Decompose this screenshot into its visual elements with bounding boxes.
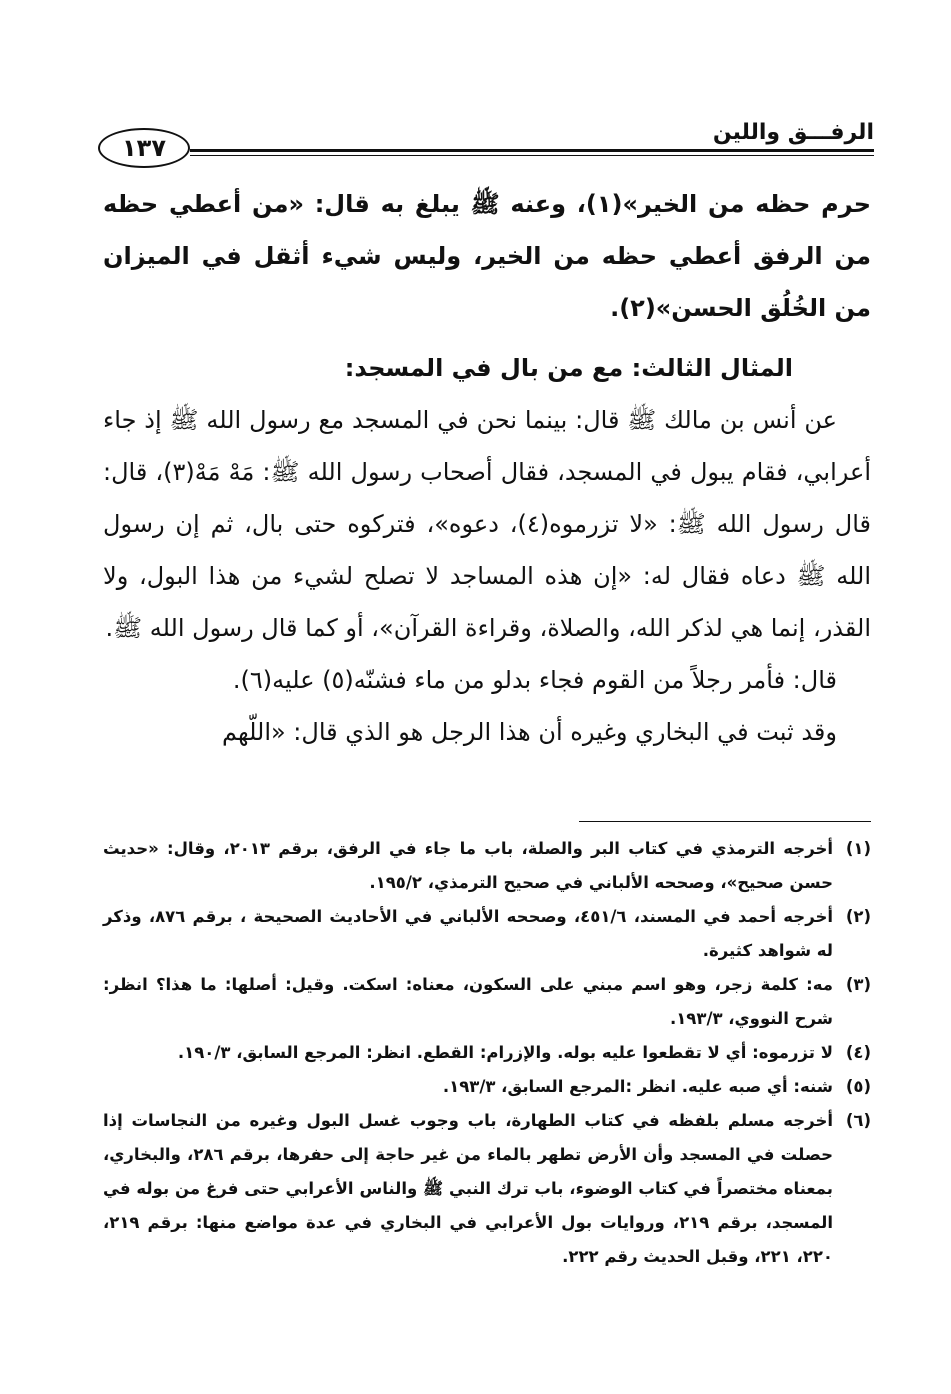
header-rule-thin	[190, 155, 874, 156]
page-number: ١٣٧	[98, 128, 190, 168]
footnotes	[103, 832, 871, 1274]
main-text	[103, 178, 871, 758]
footnote-item	[103, 900, 871, 968]
paragraph-bucket: قال: فأمر رجلاً من القوم فجاء بدلو من ماء فشنّه(٥) عليه(٦).	[232, 666, 837, 694]
page-header	[98, 120, 874, 170]
footnote-text: أخرجه أحمد في المسند، ٤٥١/٦، وصححه الألباني في الأحاديث الصحيحة ، برقم ٨٧٦، وذكر له شواهد كثيرة.	[103, 907, 834, 960]
footnote-item	[103, 1036, 871, 1070]
paragraph-hadith-rifq: حرم حظه من الخير»(١)، وعنه ﷺ يبلغ به قال: «من أعطي حظه من الرفق أعطي حظه من الخير، وليس شيء أثقل في الميزان من الخُلُق الحسن»(٢).	[103, 190, 871, 322]
footnote-item	[103, 968, 871, 1036]
paragraph-bukhari: وقد ثبت في البخاري وغيره أن هذا الرجل هو الذي قال: «اللّهم	[222, 718, 837, 746]
footnote-item	[103, 832, 871, 900]
footnote-number: (٣)	[845, 975, 871, 994]
footnote-item	[103, 1104, 871, 1274]
footnote-number: (٦)	[845, 1111, 871, 1130]
footnote-separator	[579, 821, 871, 822]
footnote-text: أخرجه الترمذي في كتاب البر والصلة، باب ما جاء في الرفق، برقم ٢٠١٣، وقال: «حديث حسن صحيح»، وصححه الألباني في صحيح الترمذي، ١٩٥/٢.	[103, 839, 834, 892]
paragraph-anas-narration: عن أنس بن مالك ﷺ قال: بينما نحن في المسجد مع رسول الله ﷺ إذ جاء أعرابي، فقام يبول في المسجد، فقال أصحاب رسول الله ﷺ: مَهْ مَهْ(٣)، قال: قال رسول الله ﷺ: «لا تزرموه(٤)، دعوه»، فتركوه حتى بال، ثم إن رسول الله ﷺ دعاه فقال له: «إن هذه المساجد لا تصلح لشيء من هذا البول، ولا القذر، إنما هي لذكر الله، والصلاة، وقراءة القرآن»، أو كما قال رسول الله ﷺ.	[103, 406, 872, 642]
header-rule	[190, 149, 874, 152]
running-title: الرفـــق واللين	[712, 120, 874, 145]
footnote-item	[103, 1070, 871, 1104]
footnote-number: (١)	[845, 839, 871, 858]
section-heading: المثال الثالث: مع من بال في المسجد:	[344, 354, 793, 382]
footnote-number: (٥)	[845, 1077, 871, 1096]
footnote-text: لا تزرموه: أي لا تقطعوا عليه بوله. والإزرام: القطع. انظر: المرجع السابق، ١٩٠/٣.	[177, 1043, 833, 1062]
footnote-number: (٢)	[845, 907, 871, 926]
footnote-number: (٤)	[845, 1043, 871, 1062]
footnote-text: مه: كلمة زجر، وهو اسم مبني على السكون، معناه: اسكت. وقيل: أصلها: ما هذا؟ انظر: شرح النووي، ١٩٣/٣.	[103, 975, 833, 1028]
footnote-text: أخرجه مسلم بلفظه في كتاب الطهارة، باب وجوب غسل البول وغيره من النجاسات إذا حصلت في المسجد وأن الأرض تطهر بالماء من غير حاجة إلى حفرها، برقم ٢٨٦، والبخاري، بمعناه مختصراً في كتاب الوضوء، باب ترك النبي ﷺ والناس الأعرابي حتى فرغ من بوله في المسجد، برقم ٢١٩، وروايات بول الأعرابي في البخاري في عدة مواضع منها: برقم ٢١٩، ٢٢٠، ٢٢١، وقبل الحديث رقم ٢٢٢.	[103, 1111, 833, 1266]
footnote-text: شنه: أي صبه عليه. انظر :المرجع السابق، ١٩٣/٣.	[442, 1077, 833, 1096]
